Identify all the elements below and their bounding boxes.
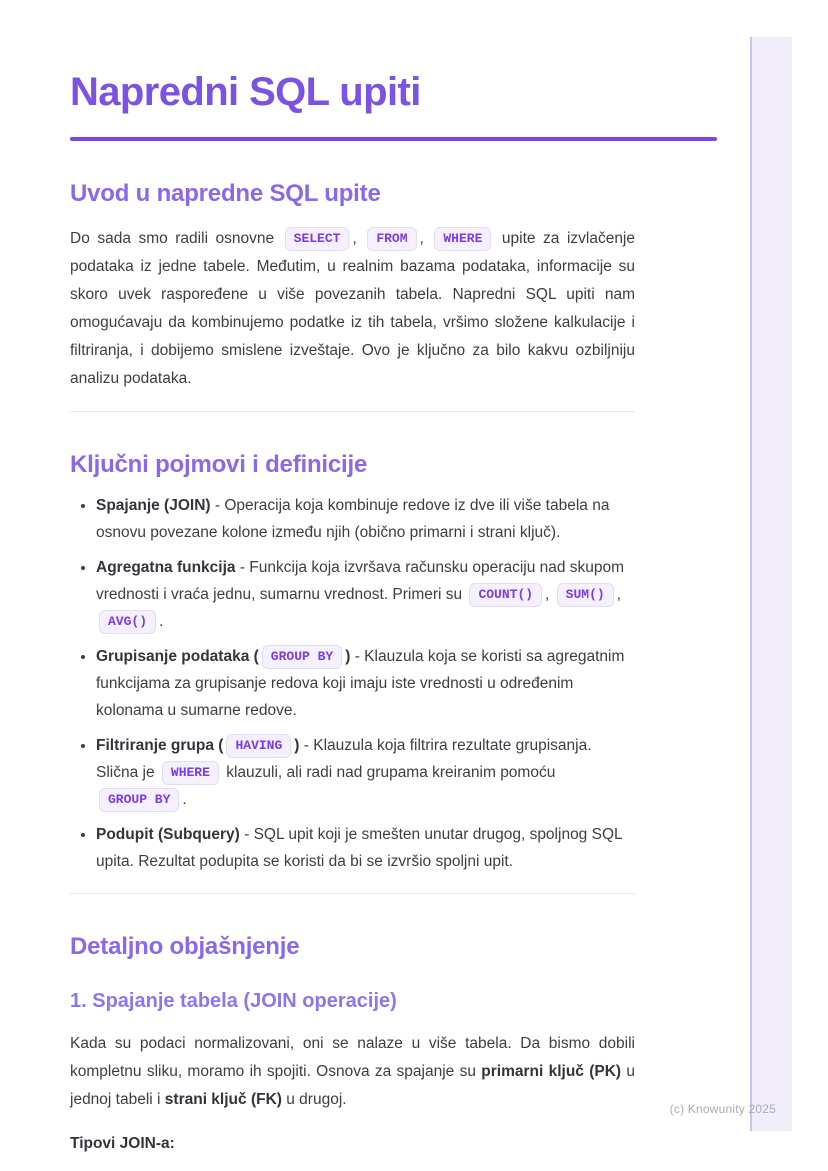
bold-term: ) bbox=[345, 648, 351, 665]
list-item bbox=[96, 821, 635, 875]
text-run: - Klauzula koja filtrira rezultate grupisanja. Slična je bbox=[96, 737, 592, 781]
page-edge-strip bbox=[750, 37, 792, 1131]
paragraph bbox=[70, 1030, 635, 1114]
title-underline-rule bbox=[70, 137, 717, 141]
text-run: , bbox=[545, 586, 554, 603]
inline-code-badge: WHERE bbox=[434, 227, 491, 251]
text-run: , bbox=[616, 586, 621, 603]
list-item bbox=[96, 554, 635, 635]
subsection-heading: 1. Spajanje tabela (JOIN operacije) bbox=[70, 990, 397, 1012]
inline-code-badge: HAVING bbox=[226, 734, 291, 758]
inline-code-badge: GROUP BY bbox=[262, 645, 342, 669]
list-item bbox=[96, 492, 635, 546]
text-run: - Klauzula koja se koristi sa agregatnim funkcijama za grupisanje redova koji imaju iste vrednosti u određenim kolonama u sumarne redove. bbox=[96, 648, 625, 719]
bold-term: ) bbox=[294, 737, 300, 754]
text-run: . bbox=[159, 613, 164, 630]
copyright-footer: (c) Knowunity 2025 bbox=[669, 1102, 776, 1116]
bold-term: Filtriranje grupa ( bbox=[96, 737, 224, 754]
inline-code-badge: SUM() bbox=[557, 583, 614, 607]
bold-term: strani ključ (FK) bbox=[164, 1091, 282, 1108]
text-run: Kada su podaci normalizovani, oni se nalaze u više tabela. Da bismo dobili kompletnu sliku, moramo ih spojiti. Osnova za spajanje su bbox=[70, 1035, 635, 1080]
list-item bbox=[96, 643, 635, 724]
inline-code-badge: WHERE bbox=[162, 761, 219, 785]
text-run: , bbox=[352, 230, 365, 247]
text-run: u drugoj. bbox=[281, 1091, 347, 1108]
text-run: upite za izvlačenje podataka iz jedne tabele. Međutim, u realnim bazama podataka, informacije su skoro uvek raspoređene u više povezanih tabela. Napredni SQL upiti nam omogućavaju da kombinujemo podatke iz tih tabela, vršimo složene kalkulacije i filtriranja, i dobijemo smislene izveštaje. Ovo je ključno za bilo kakvu ozbiljniju analizu podataka. bbox=[70, 230, 636, 387]
bold-term: Spajanje (JOIN) bbox=[96, 497, 211, 514]
bold-term: Agregatna funkcija bbox=[96, 559, 236, 576]
text-run: . bbox=[182, 791, 187, 808]
text-run: - Operacija koja kombinuje redove iz dve ili više tabela na osnovu povezane kolone između njih (obično primarni i strani ključ). bbox=[96, 497, 610, 541]
bullet-list bbox=[70, 492, 635, 875]
inline-code-badge: FROM bbox=[367, 227, 416, 251]
page-title: Napredni SQL upiti bbox=[70, 70, 421, 114]
text-run: - SQL upit koji je smešten unutar drugog, spoljnog SQL upita. Rezultat podupita se koristi da bi se izvršio spoljni upit. bbox=[96, 826, 623, 870]
section-heading: Uvod u napredne SQL upite bbox=[70, 180, 381, 207]
section-heading: Detaljno objašnjenje bbox=[70, 933, 300, 960]
text-run: Do sada smo radili osnovne bbox=[70, 230, 282, 247]
document-content bbox=[70, 0, 635, 1158]
text-run: , bbox=[419, 230, 432, 247]
text-run: u jednoj tabeli i bbox=[70, 1063, 635, 1108]
inline-code-badge: COUNT() bbox=[469, 583, 542, 607]
bold-term: Tipovi JOIN-a: bbox=[70, 1135, 175, 1152]
bold-term: primarni ključ (PK) bbox=[481, 1063, 622, 1080]
inline-code-badge: AVG() bbox=[99, 610, 156, 634]
bold-term: Podupit (Subquery) bbox=[96, 826, 240, 843]
inline-code-badge: GROUP BY bbox=[99, 788, 179, 812]
section-divider bbox=[70, 411, 635, 412]
inline-code-badge: SELECT bbox=[285, 227, 350, 251]
list-item bbox=[96, 732, 635, 813]
text-run: klauzuli, ali radi nad grupama kreiranim pomoću bbox=[221, 764, 556, 781]
bold-term: Grupisanje podataka ( bbox=[96, 648, 259, 665]
paragraph bbox=[70, 1130, 635, 1158]
section-divider bbox=[70, 893, 635, 894]
section-heading: Ključni pojmovi i definicije bbox=[70, 451, 368, 478]
paragraph bbox=[70, 225, 635, 393]
text-run: - Funkcija koja izvršava računsku operaciju nad skupom vrednosti i vraća jednu, sumarnu vrednost. Primeri su bbox=[96, 559, 625, 603]
